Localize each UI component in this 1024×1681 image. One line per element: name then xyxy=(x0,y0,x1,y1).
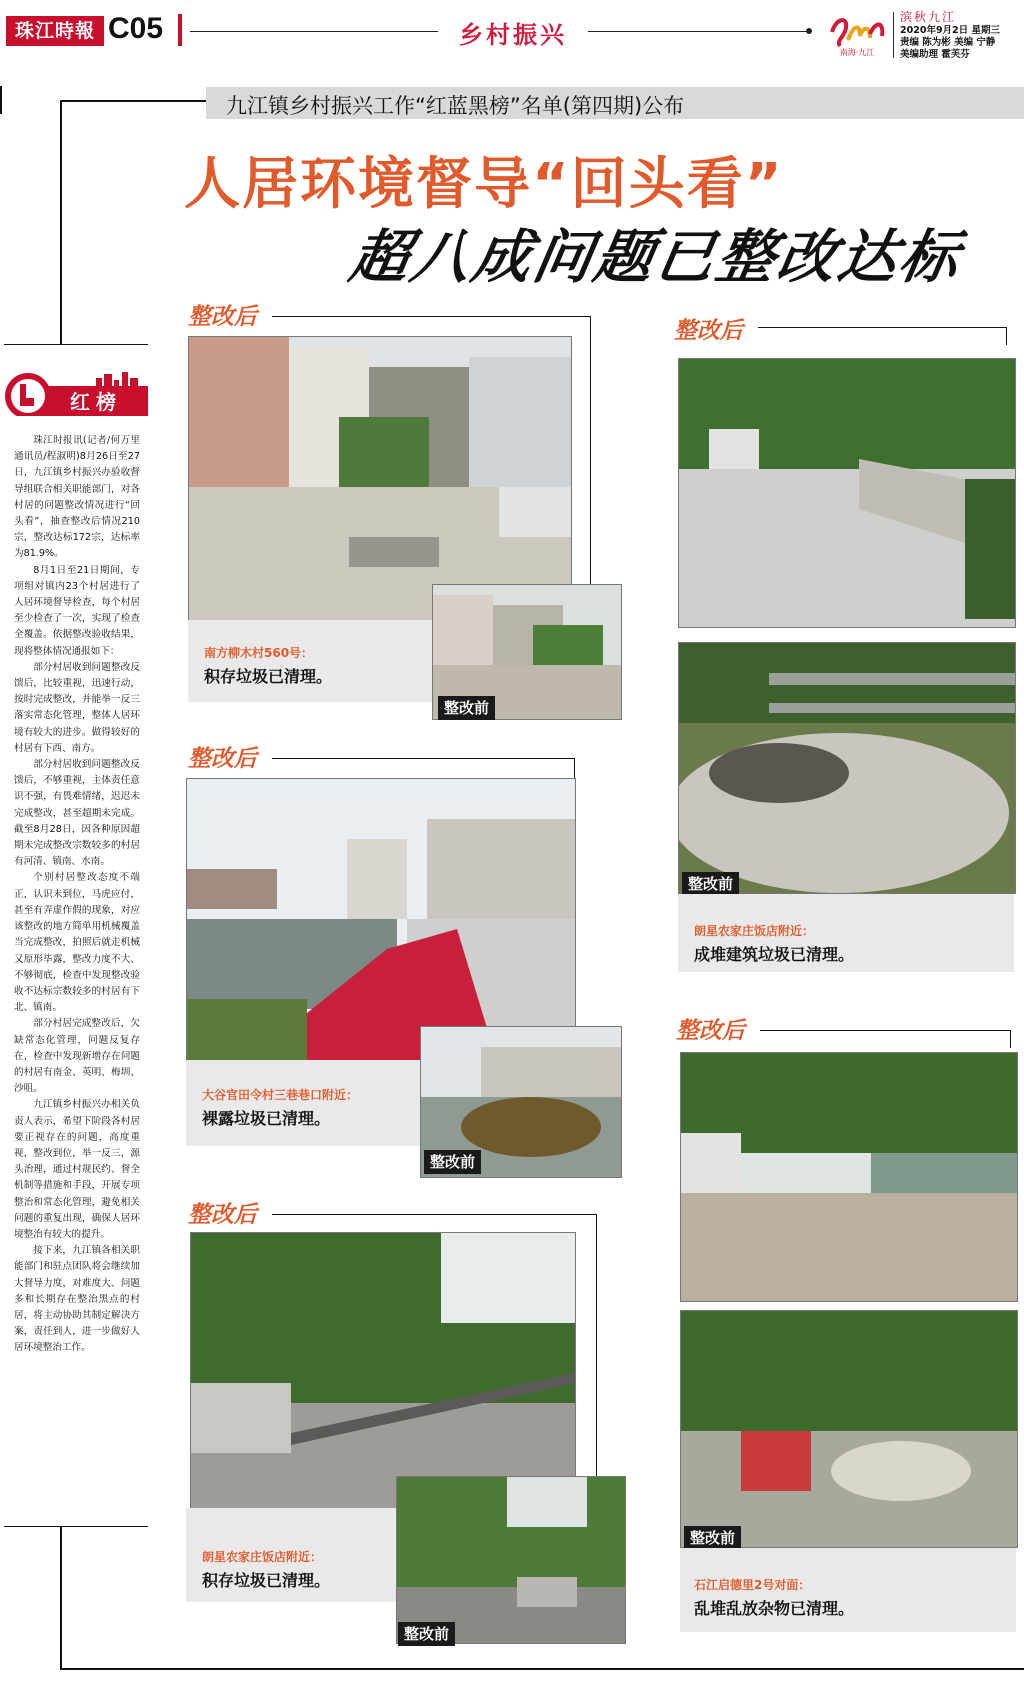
frame-line xyxy=(1010,1030,1011,1048)
frame-line xyxy=(596,1214,597,1476)
after-label: 整改后 xyxy=(188,1202,257,1228)
after-label: 整改后 xyxy=(188,746,257,772)
section-title: 乡村振兴 xyxy=(438,15,588,50)
sub-headline: 超八成问题已整改达标 xyxy=(345,223,968,291)
case-location: 南方柳木村560号： xyxy=(204,646,314,660)
rule-dot xyxy=(806,28,812,34)
frame-line xyxy=(272,758,574,759)
frame-line xyxy=(4,1526,148,1527)
paragraph: 部分村居收到问题整改反馈后，比较重视，迅速行动，按时完成整改，并能举一反三落实常态化管理，整体人居环境有较大的进步。做得较好的村居有下西、南方。 xyxy=(14,661,140,754)
frame-line xyxy=(4,344,148,345)
paragraph: 个别村居整改态度不端正，认识未到位，马虎应付，甚至有弄虚作假的现象，对应该整改的地方简单用机械覆盖当完成整改，拍照后就走机械又原形毕露，整改力度不大、不够彻底，检查中发现整改验收不达标宗数较多的村居有下北、镇南。 xyxy=(14,872,140,1014)
assistant-credit: 美编助理 霍芙芬 xyxy=(900,49,970,60)
after-photo xyxy=(186,778,576,1062)
after-label: 整改后 xyxy=(674,318,743,344)
before-tag: 整改前 xyxy=(684,1526,741,1550)
paragraph: 8月1日至21日期间，专项组对镇内23个村居进行了人居环境督导检查，每个村居至少检查了一次，实现了检查全覆盖。依据整改验收结果，现将整体情况通报如下： xyxy=(14,564,140,657)
frame-line xyxy=(272,1214,596,1215)
before-photo xyxy=(680,1310,1018,1548)
case-location: 大谷官田令村三巷巷口附近： xyxy=(202,1088,359,1102)
after-photo xyxy=(678,358,1016,628)
brand-divider xyxy=(893,12,894,58)
case-description: 积存垃圾已清理。 xyxy=(202,1571,331,1590)
newspaper-logo: 珠江時報 xyxy=(6,16,104,46)
case-location: 朗星农家庄饭店附近： xyxy=(694,924,815,938)
kicker-title: 九江镇乡村振兴工作“红蓝黑榜”名单(第四期)公布 xyxy=(226,94,685,118)
frame-line xyxy=(758,327,1006,328)
before-tag: 整改前 xyxy=(682,872,739,896)
frame-line xyxy=(60,1526,62,1670)
caption-box xyxy=(188,620,432,702)
after-label: 整改后 xyxy=(188,304,257,330)
frame-line xyxy=(60,100,62,344)
header-divider xyxy=(178,14,182,46)
case-location: 石江启德里2号对面： xyxy=(694,1578,811,1592)
case-description: 成堆建筑垃圾已清理。 xyxy=(694,945,855,964)
frame-line xyxy=(60,100,210,102)
red-list-label: 红榜 xyxy=(70,390,122,414)
case-description: 积存垃圾已清理。 xyxy=(204,667,333,686)
case-description: 裸露垃圾已清理。 xyxy=(202,1109,331,1128)
brand-logo-text: 南海·九江 xyxy=(839,48,875,57)
editor-credit: 责编 陈为彬 美编 宁静 xyxy=(900,37,996,48)
article-body xyxy=(14,433,140,1357)
caption-box xyxy=(186,1060,420,1146)
brand-logo xyxy=(826,10,888,58)
before-tag: 整改前 xyxy=(438,696,495,720)
before-photo xyxy=(678,642,1016,894)
frame-line xyxy=(60,1668,1024,1670)
paragraph: 九江镇乡村振兴办相关负责人表示，希望下阶段各村居要正视存在的问题，高度重视，整改到位，举一反三，源头治理，通过村规民约、督全机制等措施和手段，开展专项整治和常态化管理，避免相关问题的重复出现，确保人居环境整治有较大的提升。 xyxy=(14,1099,140,1240)
main-headline: 人居环境督导“回头看” xyxy=(184,152,784,217)
before-photo xyxy=(396,1476,626,1644)
case-location: 朗星农家庄饭店附近： xyxy=(202,1550,323,1564)
issue-date: 2020年9月2日 星期三 xyxy=(900,25,1000,36)
after-photo xyxy=(188,336,572,622)
frame-line xyxy=(760,1030,1010,1031)
frame-line xyxy=(272,316,590,317)
paragraph: 接下来，九江镇各相关职能部门和驻点团队将会继续加大督导力度，对难度大、问题多和长期存在整治黑点的村居，将主动协助其制定解决方案，责任到人，进一步做好人居环境整治工作。 xyxy=(14,1245,140,1354)
after-photo xyxy=(190,1232,576,1510)
page-number: C05 xyxy=(108,12,164,45)
after-photo xyxy=(680,1052,1018,1302)
frame-line xyxy=(590,316,591,584)
paragraph: 珠江时报讯(记者/何万里 通讯员/程淑明)8月26日至27日，九江镇乡村振兴办验收督导组联合相关职能部门，对各村居的问题整改情况进行“回头看”，抽查整改后情况210宗，整改达标172宗，达标率为81.9%。 xyxy=(14,435,140,560)
before-tag: 整改前 xyxy=(398,1622,455,1646)
paragraph: 部分村居完成整改后，欠缺常态化管理，问题反复存在，检查中发现新增存在问题的村居有南金、英明、梅圳、沙咀。 xyxy=(14,1018,140,1095)
before-tag: 整改前 xyxy=(424,1150,481,1174)
frame-line xyxy=(0,86,2,114)
case-description: 乱堆乱放杂物已清理。 xyxy=(694,1599,855,1618)
brand-slogan: 滨秋九江 xyxy=(900,10,957,24)
frame-line xyxy=(1006,327,1007,345)
after-label: 整改后 xyxy=(676,1018,745,1044)
paragraph: 部分村居收到问题整改反馈后，不够重视，主体责任意识不强，有畏难情绪，迟迟未完成整改，甚至超期未完成。截至8月28日，因各种原因超期未完成整改宗数较多的村居有河清、镇南、水南。 xyxy=(14,759,140,868)
